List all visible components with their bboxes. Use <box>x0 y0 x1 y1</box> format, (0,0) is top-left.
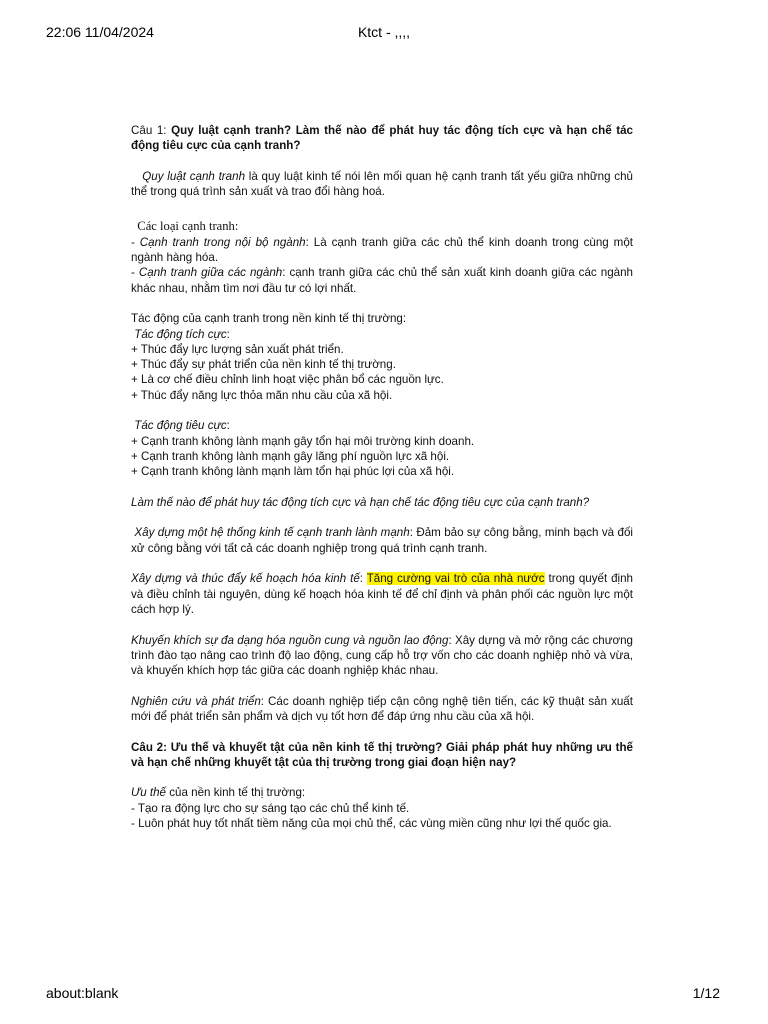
list-item: + Thúc đẩy lực lượng sản xuất phát triển. <box>131 342 344 356</box>
header-title: Ktct - ,,,, <box>357 24 411 40</box>
question-2: Câu 2: Ưu thế và khuyết tật của nền kinh tế thị trường? Giải pháp phát huy những ưu thế và hạn chế những khuyết tật của thị trường trong giai đoạn hiện nay? <box>131 740 633 769</box>
type-1: - Cạnh tranh trong nội bộ ngành: Là cạnh tranh giữa các chủ thể kinh doanh trong cùng một ngành hàng hóa. <box>131 235 633 265</box>
solution-1-term: Xây dựng một hệ thống kinh tế cạnh tranh lành mạnh <box>134 526 410 540</box>
negative-label: Tác động tiêu cực: <box>134 419 230 433</box>
list-item: + Là cơ chế điều chỉnh linh hoạt việc phân bổ các nguồn lực. <box>131 373 444 387</box>
question-1-title: Quy luật cạnh tranh? Làm thế nào để phát huy tác động tích cực và hạn chế tác động tiêu cực của cạnh tranh? <box>131 124 633 153</box>
impact-heading: Tác động của cạnh tranh trong nền kinh tế thị trường: <box>131 312 407 326</box>
list-item: - Tạo ra động lực cho sự sáng tạo các chủ thể kinh tế. <box>131 801 410 815</box>
solution-4: Nghiên cứu và phát triển: Các doanh nghiệp tiếp cận công nghệ tiên tiến, các kỹ thuật sản xuất mới để phát triển sản phẩm và dịch vụ tốt hơn để đáp ứng nhu cầu của xã hội. <box>131 694 633 723</box>
solution-3-term: Khuyến khích sự đa dạng hóa nguồn cung và nguồn lao động <box>131 633 449 647</box>
question-1 <box>131 123 633 154</box>
list-item: - Luôn phát huy tốt nhất tiềm năng của mọi chủ thể, các vùng miền cũng như lợi thế quốc gia. <box>131 817 612 831</box>
positive-label: Tác động tích cực: <box>134 327 230 341</box>
solution-1: Xây dựng một hệ thống kinh tế cạnh tranh lành mạnh: Đảm bảo sự công bằng, minh bạch và đối xử công bằng với tất cả các doanh nghiệp trong quá trình cạnh tranh. <box>131 526 634 555</box>
list-item: + Thúc đẩy năng lực thỏa mãn nhu cầu của xã hội. <box>131 388 393 402</box>
list-item: + Cạnh tranh không lành mạnh gây lãng phí nguồn lực xã hội. <box>131 449 450 463</box>
type-1-term: Cạnh tranh trong nội bộ ngành <box>139 235 306 249</box>
type-2: - Cạnh tranh giữa các ngành: cạnh tranh giữa các chủ thể sản xuất kinh doanh giữa các ngành khác nhau, nhằm tìm nơi đầu tư có lợi nhất. <box>131 266 633 295</box>
solution-2: Xây dựng và thúc đẩy kế hoạch hóa kinh tế: Tăng cường vai trò của nhà nước trong quyết định và điều chỉnh tài nguyên, dùng kế hoạch hóa kinh tế để chỉ định và phân phối các nguồn lực một cách hợp lý. <box>131 572 634 616</box>
definition-term: Quy luật cạnh tranh <box>142 169 246 183</box>
question-1-prefix: Câu 1: <box>131 124 172 137</box>
advantages-heading: Ưu thế của nền kinh tế thị trường: <box>131 786 306 800</box>
list-item: + Cạnh tranh không lành mạnh làm tổn hại phúc lợi của xã hội. <box>131 465 455 479</box>
document-body <box>131 123 633 831</box>
header-datetime: 22:06 11/04/2024 <box>46 24 154 40</box>
footer-url: about:blank <box>46 985 119 1001</box>
types-heading: Các loại cạnh tranh: <box>137 219 239 234</box>
solution-3: Khuyến khích sự đa dạng hóa nguồn cung và nguồn lao động: Xây dựng và mở rộng các chương trình đào tạo nâng cao trình độ lao động, cung cấp hỗ trợ vốn cho các doanh nghiệp nhỏ và vừa, và khuyến khích hợp tác giữa các doanh nghiệp khác nhau. <box>131 633 633 678</box>
solution-2-term: Xây dựng và thúc đẩy kế hoạch hóa kinh tế <box>131 572 360 586</box>
definition-paragraph <box>131 169 633 200</box>
how-question: Làm thế nào để phát huy tác động tích cực và hạn chế tác động tiêu cực của cạnh tranh? <box>131 495 590 509</box>
page-number: 1/12 <box>692 985 720 1001</box>
solution-4-term: Nghiên cứu và phát triển <box>131 694 261 708</box>
list-item: + Thúc đẩy sự phát triển của nền kinh tế thị trường. <box>131 358 396 372</box>
definition-text: là quy luật kinh tế nói lên mối quan hệ cạnh tranh tất yếu giữa những chủ thể trong quá trình sản xuất và trao đổi hàng hoá. <box>131 169 633 199</box>
list-item: + Cạnh tranh không lành mạnh gây tổn hại môi trường kinh doanh. <box>131 434 475 448</box>
highlighted-text: Tăng cường vai trò của nhà nước <box>366 572 545 586</box>
type-2-term: Cạnh tranh giữa các ngành <box>138 266 283 280</box>
